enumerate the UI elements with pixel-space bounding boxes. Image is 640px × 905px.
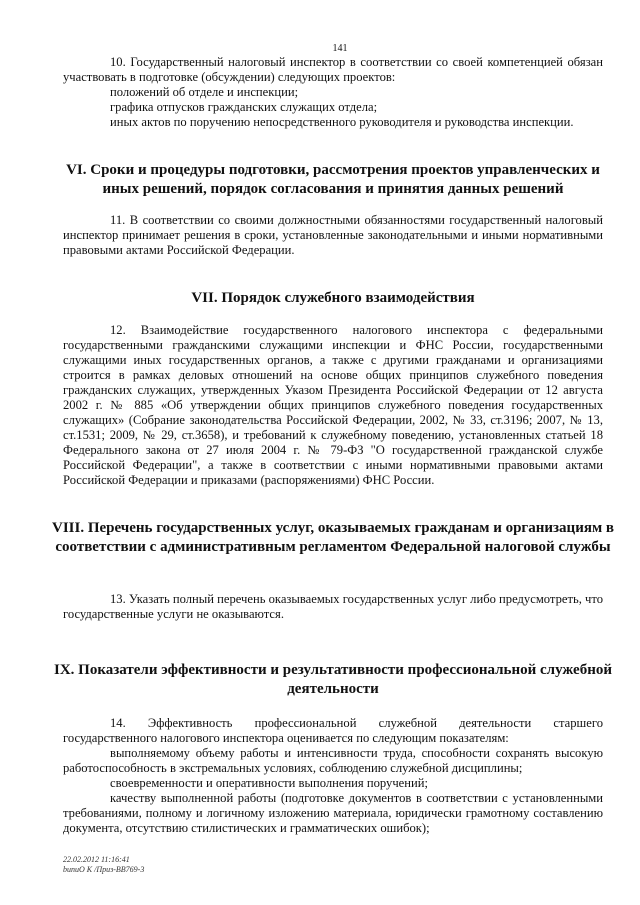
- item-13: [63, 592, 603, 622]
- footer-timestamp: 22.02.2012 11:16:41: [63, 855, 130, 864]
- item-14-list-item: выполняемому объему работы и интенсивности труда, способности сохранять высокую работоспособность в экстремальных условиях, соблюдению служебной дисциплины;: [63, 746, 603, 775]
- item-10-list-item: графика отпусков гражданских служащих отдела;: [110, 100, 378, 114]
- item-10-text: 10. Государственный налоговый инспектор в соответствии со своей компетенцией обязан участвовать в подготовке (обсуждении) следующих проектов:: [63, 55, 603, 84]
- section-8-title: VIII. Перечень государственных услуг, оказываемых гражданам и организациям в соответствии с административным регламентом Федеральной налоговой службы: [51, 520, 615, 555]
- item-14: [63, 716, 603, 836]
- footer-stamp: [63, 855, 144, 875]
- item-12: [63, 323, 603, 488]
- item-14-list-item: качеству выполненной работы (подготовке документов в соответствии с установленными требованиями, полному и логичному изложению материала, юридически грамотному составлению документа, отсутствию стилистических и грамматических ошибок);: [63, 791, 603, 835]
- item-10: [63, 55, 603, 130]
- section-9-title: IX. Показатели эффективности и результативности профессиональной служебной деятельности: [53, 662, 612, 697]
- item-13-text: 13. Указать полный перечень оказываемых государственных услуг либо предусмотреть, что государственные услуги не оказываются.: [63, 592, 603, 621]
- item-14-list-item: своевременности и оперативности выполнения поручений;: [110, 776, 428, 790]
- item-11-text: 11. В соответствии со своими должностными обязанностями государственный налоговый инспектор принимает решения в сроки, установленные законодательными и иными нормативными правовыми актами Российской Федерации.: [63, 213, 603, 257]
- section-7-title: VII. Порядок служебного взаимодействия: [191, 290, 475, 306]
- section-6-title: VI. Сроки и процедуры подготовки, рассмотрения проектов управленческих и иных решений, порядок согласования и принятия данных решений: [66, 162, 600, 197]
- item-12-text: 12. Взаимодействие государственного налогового инспектора с федеральными государственными гражданскими служащими инспекции и ФНС России, государственными служащими иных государственных органов, а также с другими гражданами и организациями строится в рамках деловых отношений на основе общих принципов служебного поведения гражданских служащих, утвержденных Указом Президента Российской Федерации от 12 августа 2002 г. № 885 «Об утверждении общих принципов служебного поведения государственных служащих» (Собрание законодательства Российской Федерации, 2002, № 33, ст.3196; 2007, № 13, ст.1531; 2009, № 29, ст.3658), и требований к служебному поведению, установленных статьей 18 Федерального закона от 27 июля 2004 г. № 79-ФЗ "О государственной гражданской службе Российской Федерации", а также в соответствии с иными нормативными правовыми актами Российской Федерации и приказами (распоряжениями) ФНС России.: [63, 323, 603, 487]
- item-10-list-item: иных актов по поручению непосредственного руководителя и руководства инспекции.: [110, 115, 574, 129]
- item-14-text: 14. Эффективность профессиональной служебной деятельности старшего государственного налогового инспектора оценивается по следующим показателям:: [63, 716, 603, 745]
- footer-document-code: bunuO K /Приз-BB769-3: [63, 865, 145, 874]
- item-11: [63, 213, 603, 258]
- page-number: 141: [332, 43, 348, 54]
- item-10-list-item: положений об отделе и инспекции;: [110, 85, 299, 99]
